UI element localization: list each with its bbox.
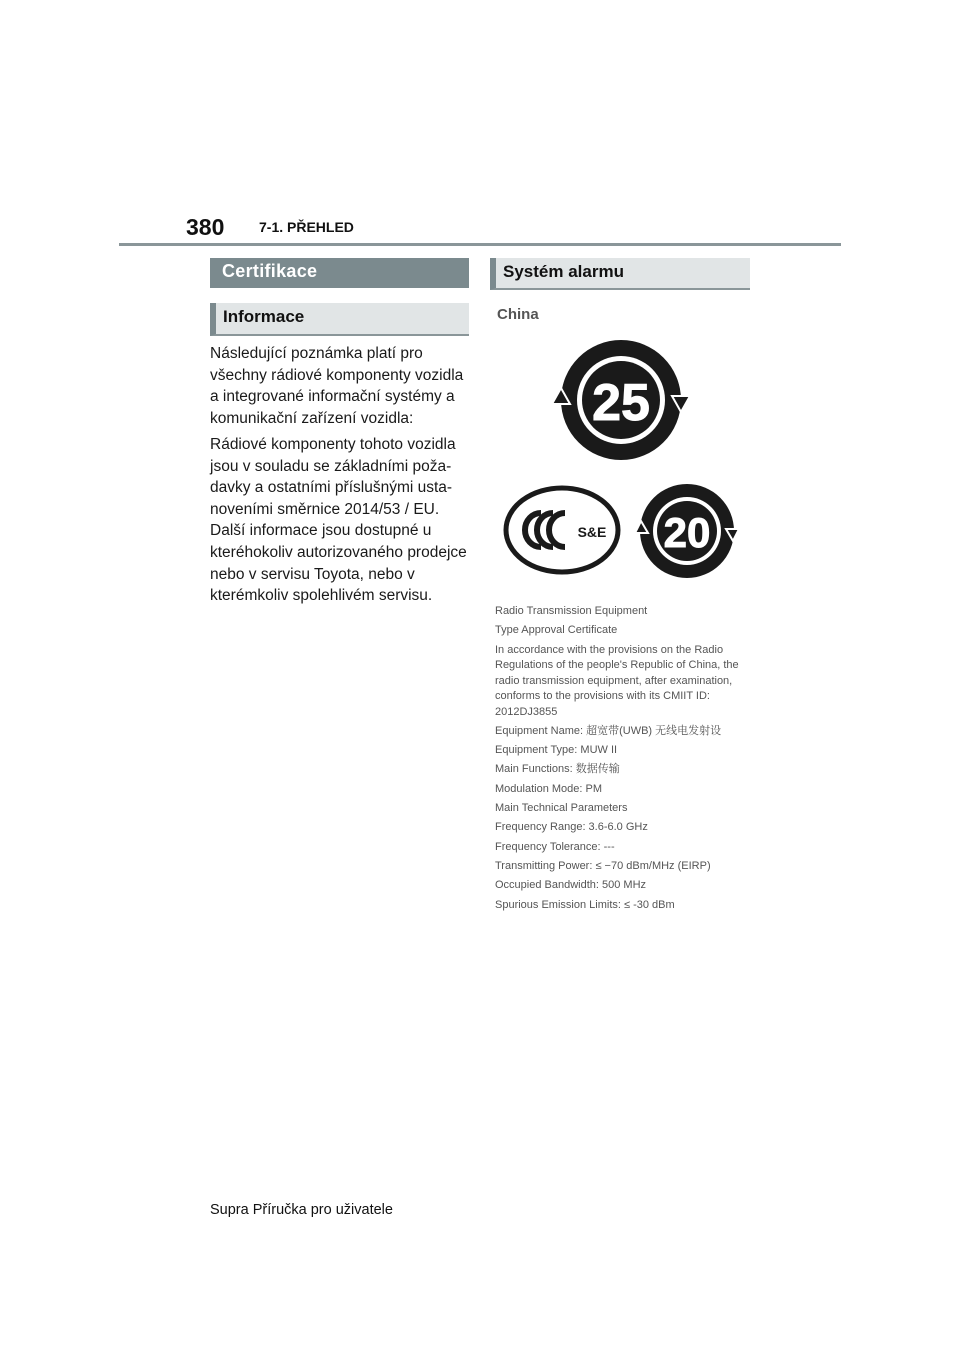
cert-line: Radio Transmission Equipment <box>495 605 648 617</box>
compliance-paragraph: Rádiové komponenty tohoto vozidla jsou v souladu se základními požadavky a ostatními příslušnými ustanoveními směrnice 2014/53 / EU. Další informace jsou dostupné u kteréhokoliv autorizovaného prodejce nebo v servisu Toyota, nebo v kterémkoliv spolehlivém servisu. <box>210 436 467 605</box>
page-number: 380 <box>186 214 225 240</box>
environment-protection-25-icon <box>549 338 693 462</box>
epup-20-label: 20 <box>663 509 711 556</box>
cert-line: Spurious Emission Limits: ≤ -30 dBm <box>495 898 675 911</box>
system-alarmu-heading: Systém alarmu <box>490 258 750 290</box>
certificate-details <box>495 604 760 917</box>
footer-text: Supra Příručka pro uživatele <box>210 1202 393 1218</box>
environment-protection-20-icon <box>635 483 739 579</box>
certifikace-heading: Certifikace <box>210 258 469 288</box>
cert-line: Equipment Name: 超宽带(UWB) 无线电发射设 <box>495 724 722 737</box>
cert-line: Equipment Type: MUW II <box>495 744 618 757</box>
cert-line: Main Functions: 数据传输 <box>495 763 620 776</box>
cert-line: Frequency Tolerance: --- <box>495 840 615 853</box>
chapter-title: 7-1. PŘEHLED <box>259 219 354 235</box>
cert-line: Frequency Range: 3.6-6.0 GHz <box>495 821 648 834</box>
ccc-se-label: S&E <box>577 524 607 540</box>
cert-line: Main Technical Parameters <box>495 802 628 815</box>
cert-line: Transmitting Power: ≤ −70 dBm/MHz (EIRP) <box>495 859 711 872</box>
cert-line: Occupied Bandwidth: 500 MHz <box>495 879 647 892</box>
region-label: China <box>497 306 539 323</box>
cert-line: Type Approval Certificate <box>495 624 618 637</box>
informace-heading: Informace <box>210 303 469 336</box>
cert-line: In accordance with the provisions on the Radio Regulations of the people's Republic of China, the radio transmission equipment, after examination, conforms to the provisions with its CMIIT ID: 2012DJ3855 <box>495 643 739 718</box>
cert-line: Modulation Mode: PM <box>495 782 602 795</box>
intro-paragraph: Následující poznámka platí pro všechny rádiové komponenty vozidla a integrované informační systémy a komunikační zařízení vozidla: <box>210 345 464 427</box>
epup-25-label: 25 <box>592 374 650 432</box>
ccc-certification-icon <box>503 485 621 575</box>
header-divider <box>119 243 841 246</box>
